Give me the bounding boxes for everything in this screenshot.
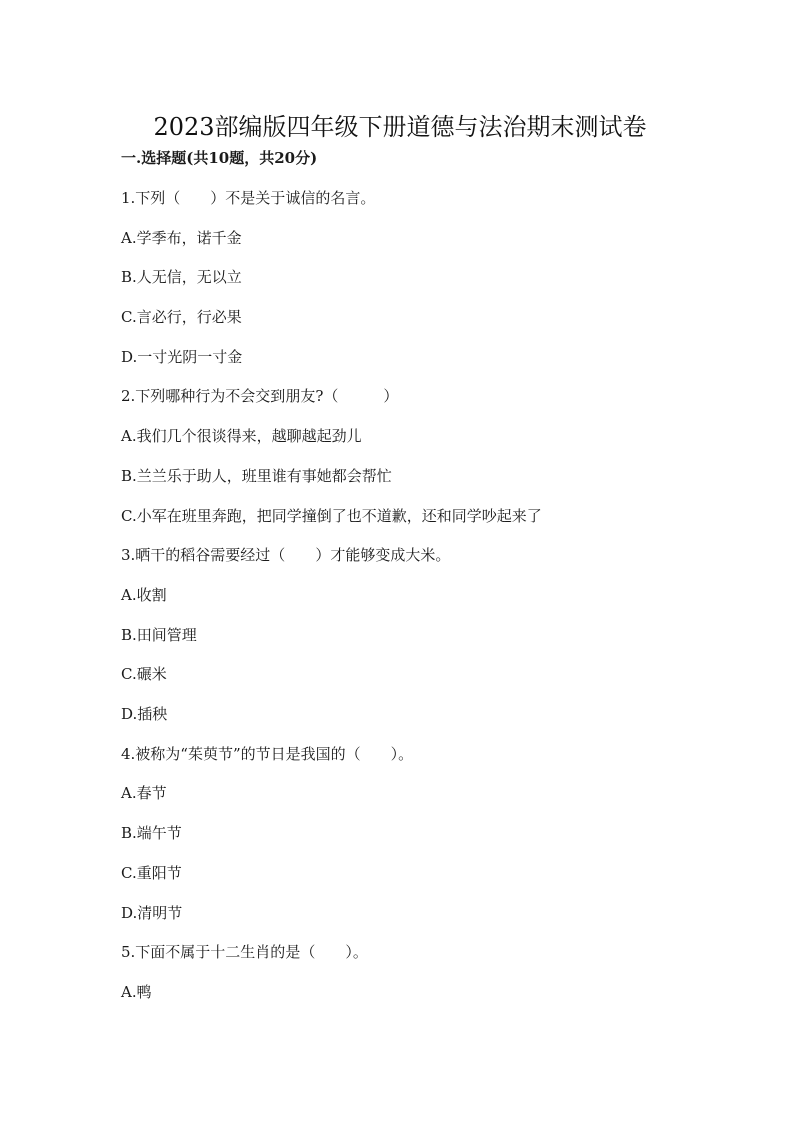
question-1-option-b: B.人无信，无以立: [121, 268, 242, 286]
question-1-option-c: C.言必行，行必果: [121, 308, 242, 326]
question-2-option-c: C.小军在班里奔跑，把同学撞倒了也不道歉，还和同学吵起来了: [121, 507, 542, 525]
question-2-option-b: B.兰兰乐于助人，班里谁有事她都会帮忙: [121, 467, 392, 485]
question-3-option-c: C.碾米: [121, 665, 167, 683]
question-3-option-b: B.田间管理: [121, 626, 197, 644]
question-4-option-b: B.端午节: [121, 824, 182, 842]
page-title: 2023部编版四年级下册道德与法治期末测试卷: [153, 113, 647, 142]
question-5-stem: 5.下面不属于十二生肖的是（ ）。: [121, 943, 368, 961]
question-4-option-d: D.清明节: [121, 904, 183, 922]
question-1-option-d: D.一寸光阴一寸金: [121, 348, 243, 366]
question-3-option-a: A.收割: [121, 586, 167, 604]
question-1-stem: 1.下列（ ）不是关于诚信的名言。: [121, 189, 376, 207]
question-2-stem: 2.下列哪种行为不会交到朋友?（ ）: [121, 387, 399, 405]
question-4-stem: 4.被称为“茱萸节”的节日是我国的（ ）。: [121, 745, 414, 763]
section-heading: 一.选择题(共10题，共20分): [121, 149, 318, 167]
question-5-option-a: A.鸭: [121, 983, 152, 1001]
question-3-option-d: D.插秧: [121, 705, 168, 723]
question-4-option-c: C.重阳节: [121, 864, 182, 882]
question-3-stem: 3.晒干的稻谷需要经过（ ）才能够变成大米。: [121, 546, 451, 564]
question-1-option-a: A.学季布，诺千金: [121, 229, 242, 247]
question-2-option-a: A.我们几个很谈得来，越聊越起劲儿: [121, 427, 362, 445]
question-4-option-a: A.春节: [121, 784, 167, 802]
